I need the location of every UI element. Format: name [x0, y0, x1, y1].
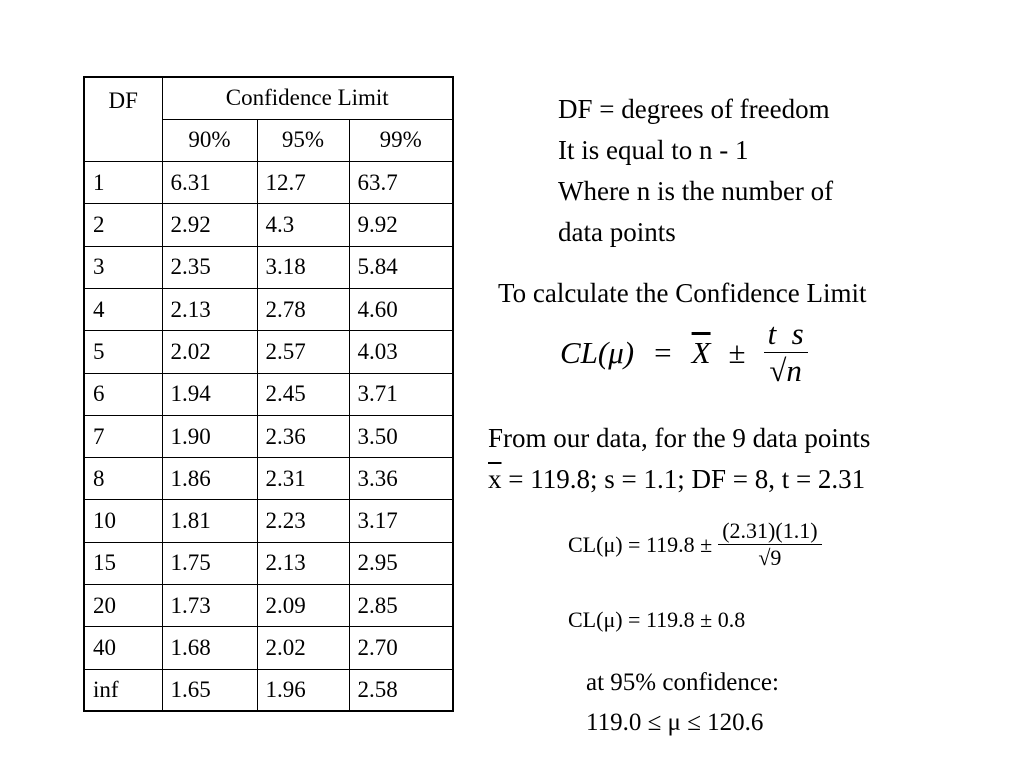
value-90-cell: 1.94 — [162, 373, 257, 415]
calc1-lhs: CL(μ) = 119.8 ± — [568, 531, 713, 557]
value-99-cell: 3.36 — [349, 458, 453, 500]
confidence-limit-header: Confidence Limit — [162, 77, 453, 119]
value-90-cell: 1.90 — [162, 415, 257, 457]
formula-den-n: n — [786, 353, 802, 388]
value-90-cell: 1.81 — [162, 500, 257, 542]
value-99-cell: 63.7 — [349, 162, 453, 204]
formula-denominator — [769, 353, 802, 389]
data-text — [488, 418, 870, 500]
calc1-denominator — [758, 545, 781, 571]
formula-xbar: $\overline{X}$ — [691, 334, 711, 370]
table-row — [84, 288, 453, 330]
confidence-limit-formula — [560, 316, 808, 389]
table-row — [84, 162, 453, 204]
table-row — [84, 204, 453, 246]
table-row — [84, 500, 453, 542]
df-cell: 3 — [84, 246, 162, 288]
level-99-header: 99% — [349, 119, 453, 161]
calc-step-2: CL(μ) = 119.8 ± 0.8 — [568, 607, 746, 632]
value-99-cell: 4.03 — [349, 331, 453, 373]
value-95-cell: 2.09 — [257, 585, 349, 627]
formula-numerator: t s — [764, 316, 808, 353]
value-99-cell: 3.17 — [349, 500, 453, 542]
value-95-cell: 2.31 — [257, 458, 349, 500]
conclusion — [586, 663, 779, 743]
value-90-cell: 6.31 — [162, 162, 257, 204]
data-line-1: From our data, for the 9 data points — [488, 423, 871, 453]
table-row — [84, 669, 453, 711]
value-95-cell: 4.3 — [257, 204, 349, 246]
df-cell: 5 — [84, 331, 162, 373]
df-cell: 10 — [84, 500, 162, 542]
note-line-4: data points — [558, 217, 676, 247]
t-distribution-table-container — [83, 76, 454, 712]
calc-heading: To calculate the Confidence Limit — [498, 278, 867, 308]
df-cell: 1 — [84, 162, 162, 204]
df-cell: 7 — [84, 415, 162, 457]
value-90-cell: 1.68 — [162, 627, 257, 669]
calc1-fraction — [718, 518, 821, 571]
conclusion-line-1: at 95% confidence: — [586, 669, 779, 696]
table-header-row — [84, 77, 453, 119]
df-cell: 15 — [84, 542, 162, 584]
formula-lhs: CL(μ) — [560, 334, 635, 370]
value-99-cell: 5.84 — [349, 246, 453, 288]
value-95-cell: 2.78 — [257, 288, 349, 330]
df-notes — [558, 89, 833, 253]
value-99-cell: 2.85 — [349, 585, 453, 627]
value-90-cell: 1.73 — [162, 585, 257, 627]
note-line-3: Where n is the number of — [558, 176, 834, 206]
value-90-cell: 2.35 — [162, 246, 257, 288]
table-row — [84, 373, 453, 415]
value-95-cell: 2.23 — [257, 500, 349, 542]
table-row — [84, 246, 453, 288]
data-line-2: $\overline{x} = 119.8$; s = 1.1; DF = 8, t = 2.31 — [488, 464, 866, 494]
df-cell: 4 — [84, 288, 162, 330]
value-90-cell: 1.75 — [162, 542, 257, 584]
value-90-cell: 2.02 — [162, 331, 257, 373]
value-90-cell: 1.86 — [162, 458, 257, 500]
table-row — [84, 542, 453, 584]
value-99-cell: 2.95 — [349, 542, 453, 584]
table-row — [84, 585, 453, 627]
formula-equals: = — [654, 334, 672, 370]
value-95-cell: 1.96 — [257, 669, 349, 711]
value-95-cell: 12.7 — [257, 162, 349, 204]
value-99-cell: 3.71 — [349, 373, 453, 415]
df-cell: inf — [84, 669, 162, 711]
value-90-cell: 2.13 — [162, 288, 257, 330]
value-95-cell: 2.45 — [257, 373, 349, 415]
calc1-den-9: 9 — [770, 545, 782, 570]
sqrt-symbol: √ — [769, 353, 787, 388]
value-95-cell: 3.18 — [257, 246, 349, 288]
table-row — [84, 627, 453, 669]
df-cell: 20 — [84, 585, 162, 627]
df-header: DF — [84, 77, 162, 162]
note-line-2: It is equal to n - 1 — [558, 135, 749, 165]
note-line-1: DF = degrees of freedom — [558, 94, 830, 124]
df-cell: 40 — [84, 627, 162, 669]
level-90-header: 90% — [162, 119, 257, 161]
level-95-header: 95% — [257, 119, 349, 161]
conclusion-line-2: 119.0 ≤ μ ≤ 120.6 — [586, 709, 764, 736]
formula-plus-minus: ± — [728, 334, 746, 370]
value-99-cell: 2.70 — [349, 627, 453, 669]
calc-step-1 — [568, 518, 822, 571]
value-99-cell: 4.60 — [349, 288, 453, 330]
value-90-cell: 1.65 — [162, 669, 257, 711]
value-90-cell: 2.92 — [162, 204, 257, 246]
table-row — [84, 458, 453, 500]
value-99-cell: 2.58 — [349, 669, 453, 711]
value-99-cell: 9.92 — [349, 204, 453, 246]
value-95-cell: 2.36 — [257, 415, 349, 457]
value-95-cell: 2.13 — [257, 542, 349, 584]
df-cell: 6 — [84, 373, 162, 415]
table-row — [84, 331, 453, 373]
df-cell: 2 — [84, 204, 162, 246]
calc1-numerator: (2.31)(1.1) — [718, 518, 821, 545]
value-99-cell: 3.50 — [349, 415, 453, 457]
value-95-cell: 2.57 — [257, 331, 349, 373]
sqrt-symbol: √ — [758, 545, 771, 570]
formula-fraction — [764, 316, 808, 389]
df-cell: 8 — [84, 458, 162, 500]
table-row — [84, 415, 453, 457]
t-distribution-table — [83, 76, 454, 712]
value-95-cell: 2.02 — [257, 627, 349, 669]
